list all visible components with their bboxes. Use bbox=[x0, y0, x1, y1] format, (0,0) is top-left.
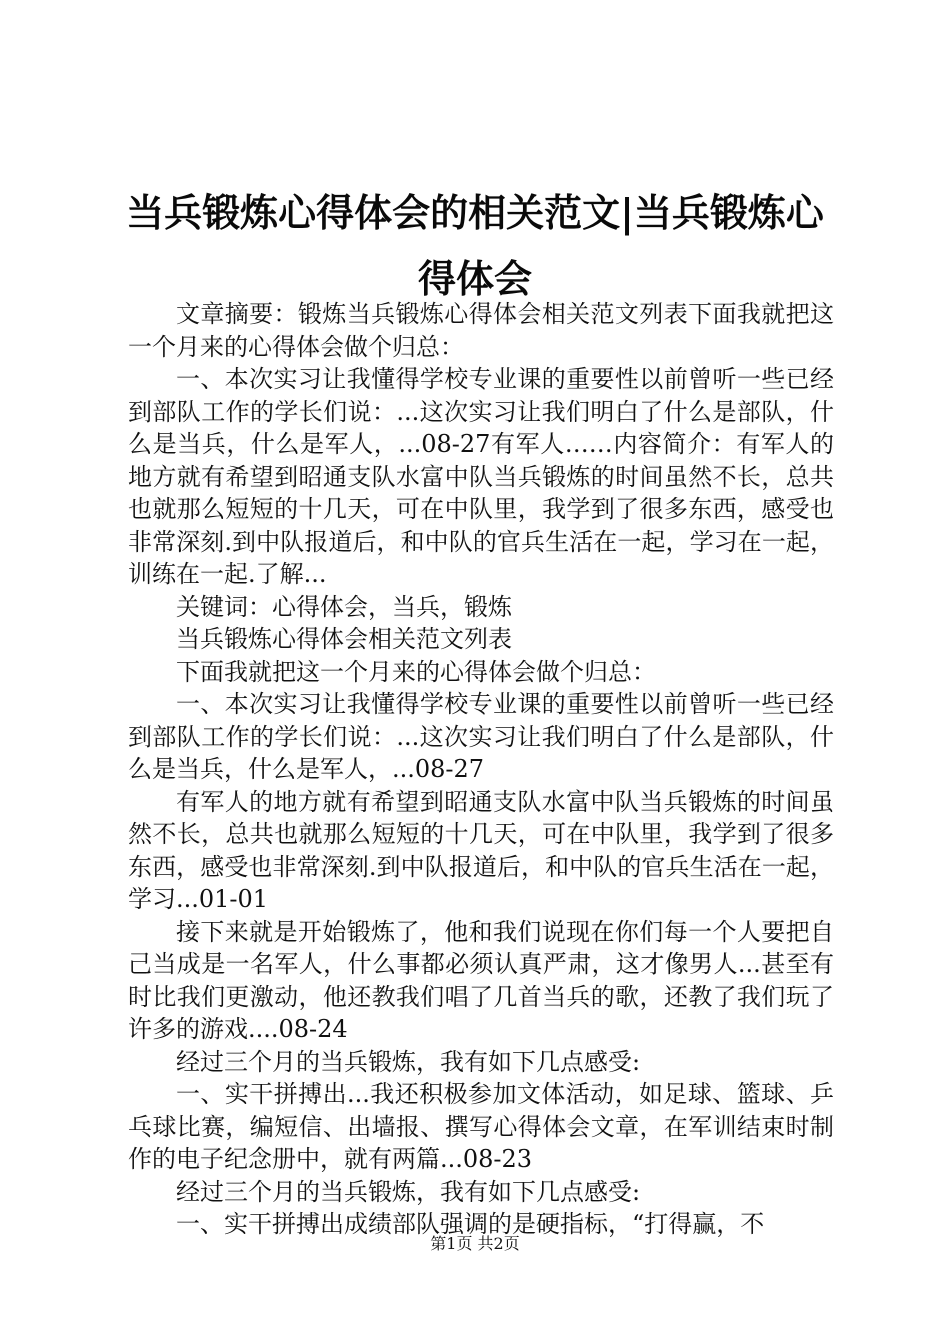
paragraph: 下面我就把这一个月来的心得体会做个归总： bbox=[176, 657, 656, 686]
paragraph: 经过三个月的当兵锻炼，我有如下几点感受: bbox=[176, 1177, 641, 1206]
document-title: 当兵锻炼心得体会的相关范文|当兵锻炼心得体会 bbox=[126, 190, 824, 301]
paragraph: 有军人的地方就有希望到昭通支队水富中队当兵锻炼的时间虽然不长，总共也就那么短短的十几天，可在中队里，我学到了很多东西，感受也非常深刻.到中队报道后，和中队的官兵生活在一起，学习...01-01 bbox=[128, 787, 834, 913]
paragraph: 一、实干拼搏出成绩部队强调的是硬指标，“打得赢，不 bbox=[176, 1210, 765, 1238]
paragraph: 一、实干拼搏出...我还积极参加文体活动，如足球、篮球、乒乓球比赛，编短信、出墙报、撰写心得体会文章，在军训结束时制作的电子纪念册中，就有两篇...08-23 bbox=[128, 1080, 834, 1173]
paragraph: 经过三个月的当兵锻炼，我有如下几点感受: bbox=[176, 1047, 641, 1076]
paragraph-list-heading: 当兵锻炼心得体会相关范文列表 bbox=[176, 625, 512, 653]
paragraph-abstract: 文章摘要：锻炼当兵锻炼心得体会相关范文列表下面我就把这一个月来的心得体会做个归总： bbox=[128, 300, 834, 361]
page-number-footer: 第1页 共2页 bbox=[430, 1234, 520, 1253]
document-body bbox=[128, 298, 834, 1241]
paragraph: 接下来就是开始锻炼了，他和我们说现在你们每一个人要把自己当成是一名军人，什么事都必须认真严肃，这才像男人...甚至有时比我们更激动，他还教我们唱了几首当兵的歌，还教了我们玩了许多的游戏....08-24 bbox=[128, 917, 834, 1043]
paragraph: 一、本次实习让我懂得学校专业课的重要性以前曾听一些已经到部队工作的学长们说：...这次实习让我们明白了什么是部队，什么是当兵，什么是军人，...08-27有军人……内容简介：有军人的地方就有希望到昭通支队水富中队当兵锻炼的时间虽然不长，总共也就那么短短的十几天，可在中队里，我学到了很多东西，感受也非常深刻.到中队报道后，和中队的官兵生活在一起，学习在一起，训练在一起.了解... bbox=[128, 365, 834, 588]
paragraph: 一、本次实习让我懂得学校专业课的重要性以前曾听一些已经到部队工作的学长们说：...这次实习让我们明白了什么是部队，什么是当兵，什么是军人，...08-27 bbox=[128, 690, 834, 783]
paragraph-keywords: 关键词：心得体会，当兵，锻炼 bbox=[176, 592, 512, 621]
